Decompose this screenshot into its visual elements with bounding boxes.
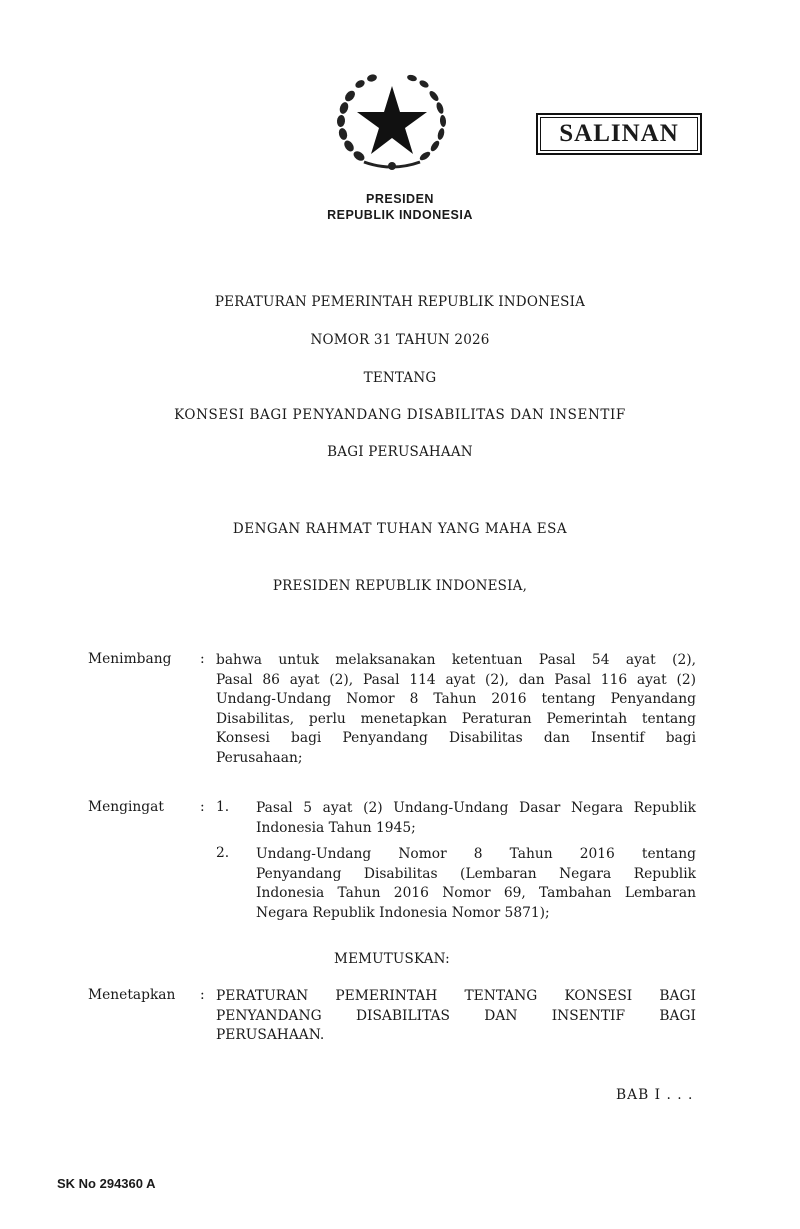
issuer-title: PRESIDEN: [366, 192, 434, 206]
memutuskan-heading: MEMUTUSKAN:: [334, 951, 450, 967]
mengingat-item-line: Negara Republik Indonesia Nomor 5871);: [256, 904, 550, 921]
menetapkan-text: [216, 987, 696, 1046]
mengingat-item-line: Pasal 5 ayat (2) Undang-Undang Dasar Negara Republik: [256, 800, 696, 816]
page-continuation: BAB I . . .: [616, 1087, 694, 1103]
regulation-type: PERATURAN PEMERINTAH REPUBLIK INDONESIA: [214, 294, 586, 310]
menetapkan-line: PENYANDANG DISABILITAS DAN INSENTIF BAGI: [216, 1007, 696, 1024]
mengingat-item-line: Indonesia Tahun 2016 Nomor 69, Tambahan Lembaran: [256, 885, 696, 901]
mengingat-colon: :: [200, 799, 205, 815]
menimbang-line: Konsesi bagi Penyandang Disabilitas dan Insentif bagi: [216, 730, 696, 746]
mengingat-item-number: 2.: [216, 845, 230, 861]
mengingat-item: [256, 845, 696, 923]
menimbang-line: Undang-Undang Nomor 8 Tahun 2016 tentang Penyandang: [216, 691, 696, 707]
menetapkan-line: PERATURAN PEMERINTAH TENTANG KONSESI BAGI: [216, 988, 696, 1004]
preamble-invocation: DENGAN RAHMAT TUHAN YANG MAHA ESA: [232, 521, 568, 537]
garuda-star-emblem: [328, 66, 456, 174]
salinan-stamp: SALINAN: [536, 113, 702, 155]
mengingat-item: [256, 799, 696, 838]
menimbang-label: Menimbang: [88, 651, 172, 667]
menimbang-line: Perusahaan;: [216, 749, 303, 766]
menetapkan-label: Menetapkan: [88, 987, 176, 1003]
mengingat-item-line: Penyandang Disabilitas (Lembaran Negara Republik: [256, 865, 696, 882]
issuer-country: REPUBLIK INDONESIA: [327, 208, 473, 222]
mengingat-label: Mengingat: [88, 799, 164, 815]
menetapkan-line: PERUSAHAAN.: [216, 1027, 325, 1043]
regulation-tentang: TENTANG: [363, 370, 437, 386]
document-code: SK No 294360 A: [57, 1176, 156, 1191]
mengingat-item-line: Indonesia Tahun 1945;: [256, 819, 416, 836]
menimbang-colon: :: [200, 651, 205, 667]
regulation-subject-line2: BAGI PERUSAHAAN: [327, 444, 473, 460]
menetapkan-colon: :: [200, 987, 205, 1003]
preamble-president: PRESIDEN REPUBLIK INDONESIA,: [272, 578, 528, 594]
menimbang-line: bahwa untuk melaksanakan ketentuan Pasal 54 ayat (2),: [216, 652, 696, 668]
regulation-subject-line1: KONSESI BAGI PENYANDANG DISABILITAS DAN INSENTIF: [174, 407, 626, 423]
mengingat-item-line: Undang-Undang Nomor 8 Tahun 2016 tentang: [256, 846, 696, 862]
regulation-number: NOMOR 31 TAHUN 2026: [310, 332, 490, 348]
menimbang-line: Pasal 86 ayat (2), Pasal 114 ayat (2), dan Pasal 116 ayat (2): [216, 671, 696, 688]
menimbang-text: [216, 651, 696, 768]
menimbang-line: Disabilitas, perlu menetapkan Peraturan Pemerintah tentang: [216, 710, 696, 727]
mengingat-item-number: 1.: [216, 799, 230, 815]
